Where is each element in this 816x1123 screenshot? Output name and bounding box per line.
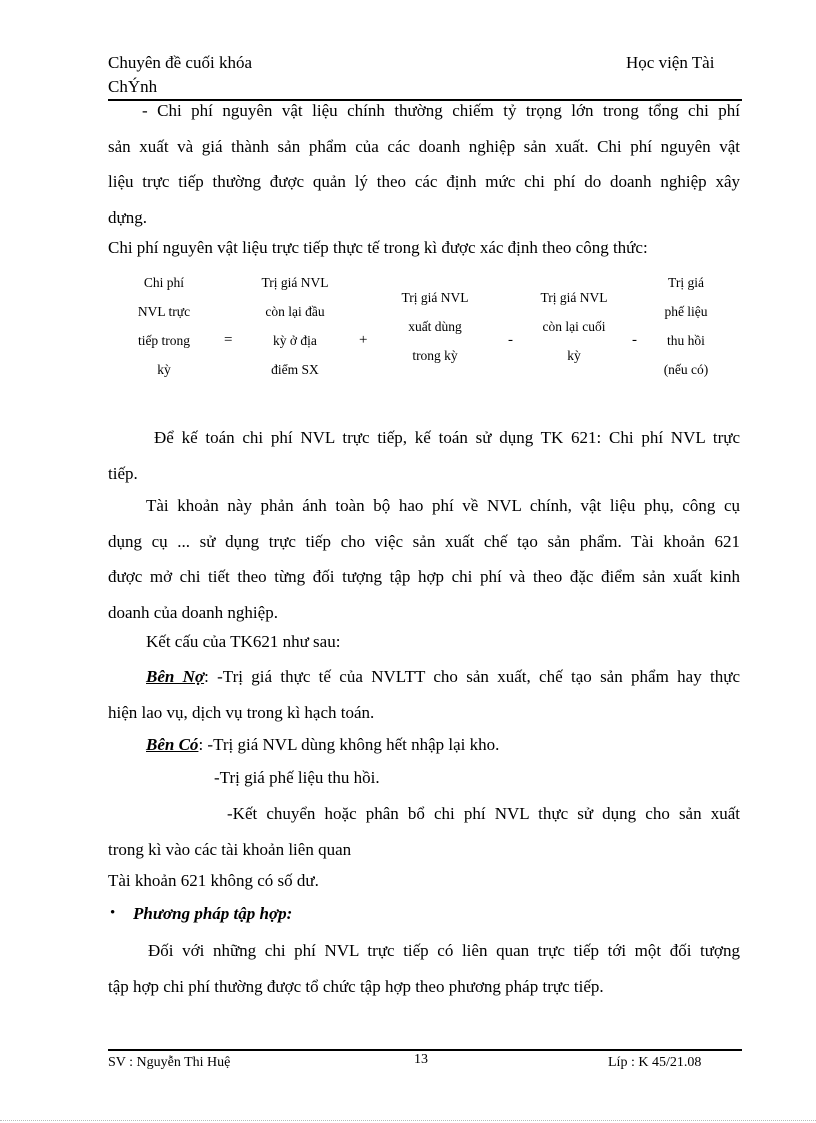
intro-line: dựng. [108,207,147,227]
structure-title: Kết cấu của TK621 như sau: [146,632,341,651]
credit-line: -Kết chuyển hoặc phân bổ chi phí NVL thực sử dụng cho sản xuất [227,804,740,823]
formula-plus: + [359,332,368,348]
formula-term-issued: Trị giá NVL xuất dùng trong kỳ [401,290,469,363]
account-desc-line: Tài khoản này phản ánh toàn bộ hao phí về NVL chính, vật liệu phụ, công cụ [146,496,740,515]
footer-student: SV : Nguyễn Thi Huệ [108,1055,231,1070]
header-left-title-cont: ChÝnh [108,77,158,96]
credit-line: trong kì vào các tài khoản liên quan [108,839,352,859]
tk621-intro-line: Để kế toán chi phí NVL trực tiếp, kế toán sử dụng TK 621: Chi phí NVL trực [154,428,740,447]
tk621-intro [108,420,740,491]
method-paragraph [108,933,740,1004]
credit-side-transfer [108,796,740,867]
formula-minus-2: - [632,332,637,348]
credit-line: : -Trị giá NVL dùng không hết nhập lại kho. [198,735,500,754]
bullet-icon: • [110,905,116,921]
formula-term-direct-cost: Chi phí NVL trực tiếp trong kỳ [137,275,191,377]
credit-line: -Trị giá phế liệu thu hồi. [214,768,380,787]
formula-term-closing: Trị giá NVL còn lại cuối kỳ [540,290,608,363]
footer-rule [108,1049,742,1051]
credit-label: Bên Có [146,735,199,754]
formula-term-scrap: Trị giá phế liệu thu hồi (nếu có) [663,275,709,377]
account-description [108,488,740,630]
method-line: Đối với những chi phí NVL trực tiếp có liên quan trực tiếp tới một đối tượng [148,941,740,960]
no-balance-note: Tài khoản 621 không có số dư. [108,871,319,890]
intro-line: liệu trực tiếp thường được quản lý theo các định mức chi phí do doanh nghiệp xây [108,172,740,191]
intro-line: - Chi phí nguyên vật liệu chính thường chiếm tỷ trọng lớn trong tổng chi phí [142,101,740,120]
header-right-title: Học viện Tài [626,53,715,72]
intro-line: sản xuất và giá thành sản phẩm của các doanh nghiệp sản xuất. Chi phí nguyên vật [108,136,740,156]
footer-class: Líp : K 45/21.08 [608,1055,702,1070]
debit-label: Bên Nợ [146,667,205,686]
formula-intro: Chi phí nguyên vật liệu trực tiếp thực tế trong kì được xác định theo công thức: [108,238,648,257]
debit-line: hiện lao vụ, dịch vụ trong kì hạch toán. [108,702,375,722]
formula-minus-1: - [508,332,513,348]
formula-equals: = [224,332,233,348]
debit-side [108,659,740,730]
account-desc-line: dụng cụ ... sử dụng trực tiếp cho việc sản xuất chế tạo sản phẩm. Tài khoản 621 [108,531,740,551]
credit-side-line1 [146,735,499,755]
account-desc-line: doanh của doanh nghiệp. [108,602,278,622]
method-heading: Phương pháp tập hợp: [133,904,293,923]
formula-term-opening: Trị giá NVL còn lại đầu kỳ ở địa điểm SX [261,275,329,377]
method-line: tập hợp chi phí thường được tổ chức tập hợp theo phương pháp trực tiếp. [108,976,604,996]
intro-paragraph [108,93,740,235]
tk621-intro-line: tiếp. [108,463,138,483]
account-desc-line: được mở chi tiết theo từng đối tượng tập hợp chi phí và theo đặc điểm sản xuất kinh [108,567,740,586]
footer-page-number: 13 [414,1052,428,1067]
header-left-title: Chuyên đề cuối khóa [108,53,252,72]
page-edge [0,1120,816,1121]
debit-line: : -Trị giá thực tế của NVLTT cho sản xuất, chế tạo sản phẩm hay thực [204,667,741,686]
